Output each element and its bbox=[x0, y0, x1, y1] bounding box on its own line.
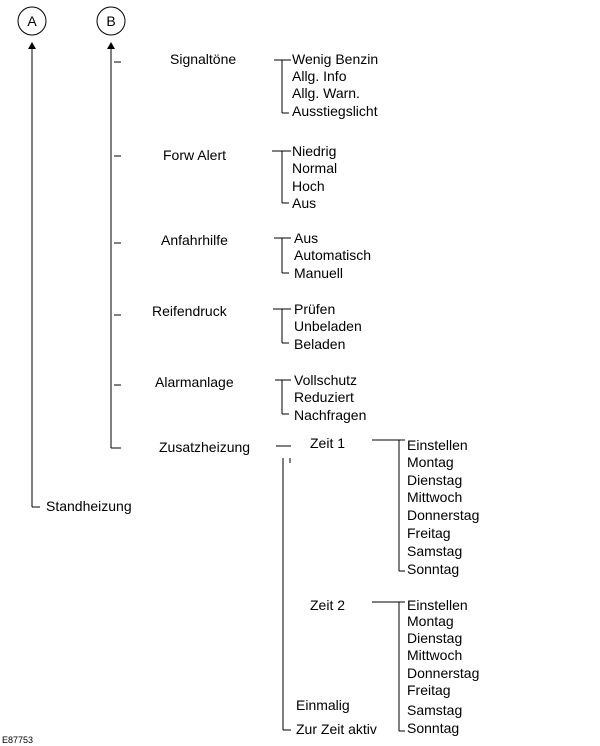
option-ausstiegslicht: Ausstiegslicht bbox=[292, 103, 378, 119]
day-freitag: Freitag bbox=[407, 682, 451, 698]
option-unbeladen: Unbeladen bbox=[294, 318, 362, 334]
menu-label-forw-alert: Forw Alert bbox=[163, 147, 227, 163]
day-freitag: Freitag bbox=[407, 525, 451, 541]
day-mittwoch: Mittwoch bbox=[407, 489, 463, 505]
option-normal: Normal bbox=[292, 160, 338, 176]
option-aus: Aus bbox=[294, 230, 319, 246]
menu-label-alarmanlage: Alarmanlage bbox=[155, 374, 234, 390]
submenu-alarmanlage bbox=[155, 372, 366, 423]
day-sonntag: Sonntag bbox=[407, 720, 460, 736]
menu-label-reifendruck: Reifendruck bbox=[152, 303, 227, 319]
option-pruefen: Prüfen bbox=[294, 301, 336, 317]
day-donnerstag: Donnerstag bbox=[407, 665, 480, 681]
day-mittwoch: Mittwoch bbox=[407, 647, 463, 663]
branch-b bbox=[107, 42, 121, 448]
timer-label-zeit-2: Zeit 2 bbox=[310, 597, 346, 613]
option-automatisch: Automatisch bbox=[294, 247, 372, 263]
day-einstellen: Einstellen bbox=[407, 597, 468, 613]
timer-label-zeit-1: Zeit 1 bbox=[310, 435, 346, 451]
option-manuell: Manuell bbox=[294, 265, 344, 281]
day-sonntag: Sonntag bbox=[407, 561, 460, 577]
option-zur-zeit-aktiv: Zur Zeit aktiv bbox=[296, 721, 377, 737]
timer-zeit-1 bbox=[310, 435, 479, 577]
circle-b-label: B bbox=[106, 13, 116, 29]
option-vollschutz: Vollschutz bbox=[294, 372, 358, 388]
submenu-anfahrhilfe bbox=[161, 230, 371, 281]
submenu-forw-alert bbox=[163, 143, 337, 211]
day-dienstag: Dienstag bbox=[407, 630, 463, 646]
menu-label-anfahrhilfe: Anfahrhilfe bbox=[161, 232, 228, 248]
option-aus: Aus bbox=[292, 195, 317, 211]
day-montag: Montag bbox=[407, 454, 454, 470]
option-wenig-benzin: Wenig Benzin bbox=[292, 51, 379, 67]
menu-label-signaltoene: Signaltöne bbox=[170, 51, 237, 67]
day-samstag: Samstag bbox=[407, 543, 463, 559]
submenu-signaltoene bbox=[170, 51, 378, 119]
figure-id: E87753 bbox=[2, 735, 34, 745]
day-donnerstag: Donnerstag bbox=[407, 507, 480, 523]
branch-a bbox=[28, 42, 132, 514]
day-dienstag: Dienstag bbox=[407, 472, 463, 488]
day-einstellen: Einstellen bbox=[407, 437, 468, 453]
option-nachfragen: Nachfragen bbox=[294, 407, 367, 423]
option-hoch: Hoch bbox=[292, 178, 325, 194]
circle-b bbox=[97, 7, 125, 35]
option-niedrig: Niedrig bbox=[292, 143, 337, 159]
menu-label-zusatzheizung: Zusatzheizung bbox=[159, 439, 251, 455]
circle-a-label: A bbox=[27, 13, 37, 29]
submenu-zusatzheizung bbox=[159, 435, 479, 737]
option-einmalig: Einmalig bbox=[296, 697, 350, 713]
day-samstag: Samstag bbox=[407, 702, 463, 718]
submenu-reifendruck bbox=[152, 301, 362, 352]
circle-a bbox=[18, 7, 46, 35]
standheizung-label: Standheizung bbox=[46, 498, 132, 514]
day-montag: Montag bbox=[407, 613, 454, 629]
option-beladen: Beladen bbox=[294, 336, 346, 352]
option-reduziert: Reduziert bbox=[294, 389, 354, 405]
timer-zeit-2 bbox=[310, 597, 479, 736]
option-allg-info: Allg. Info bbox=[292, 68, 347, 84]
option-allg-warn: Allg. Warn. bbox=[292, 85, 360, 101]
arrow-a-icon bbox=[28, 42, 36, 49]
arrow-b-icon bbox=[107, 42, 115, 49]
